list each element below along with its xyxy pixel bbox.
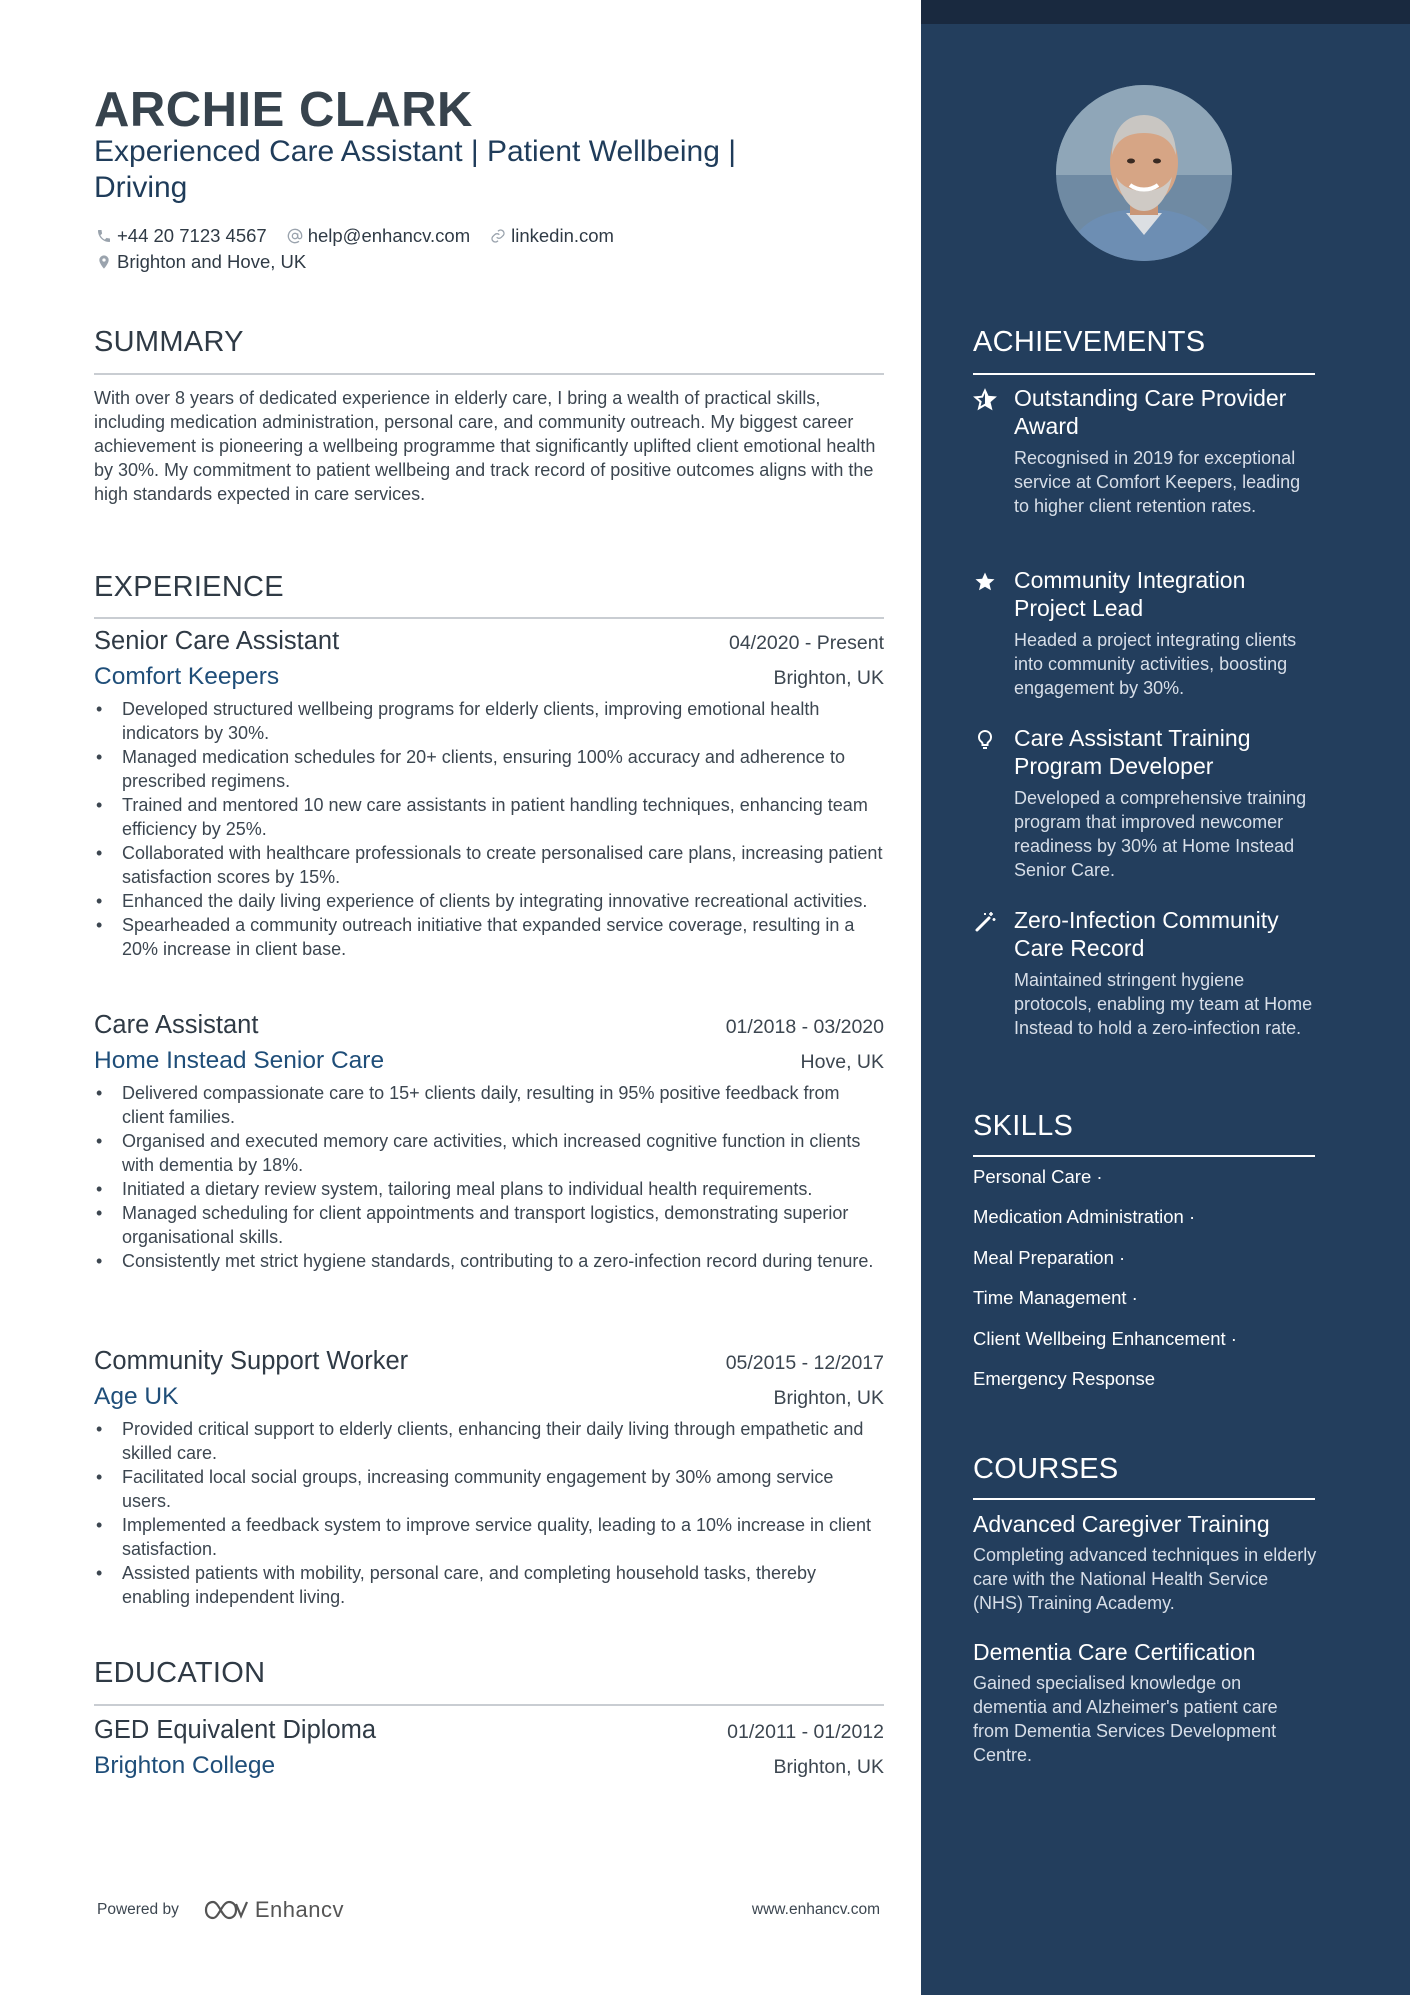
job-bullets [94,697,884,961]
link-icon [488,226,508,246]
bullet-item: • Organised and executed memory care activities, which increased cognitive function in clients with dementia by 18%. [94,1129,884,1177]
summary-heading: SUMMARY [94,326,244,358]
achievement-item [973,384,1318,518]
contact-info [94,223,884,275]
education-entry [94,1716,884,1780]
main-column [94,0,884,1995]
job-entry [94,1347,884,1609]
profile-photo-illustration [1056,85,1232,261]
job-bullets [94,1417,884,1609]
bullet-item: • Managed scheduling for client appointments and transport logistics, demonstrating superior organisational skills. [94,1201,884,1249]
link-text[interactable]: linkedin.com [511,225,614,246]
achievement-title: Care Assistant Training Program Developer [1014,725,1251,779]
lightbulb-icon [973,728,997,752]
skill-item: Medication Administration · [973,1206,1196,1228]
bullet-item: • Assisted patients with mobility, personal care, and completing household tasks, thereby enabling independent living. [94,1561,884,1609]
skill-item [973,1368,1315,1408]
link-contact[interactable] [488,225,614,247]
achievement-desc: Developed a comprehensive training program that improved newcomer readiness by 30% at Home Instead Senior Care. [1014,788,1307,880]
bullet-item: • Managed medication schedules for 20+ clients, ensuring 100% accuracy and adherence to prescribed regimens. [94,745,884,793]
bullet-item: • Initiated a dietary review system, tailoring meal plans to individual health requirements. [94,1177,884,1201]
bullet-item: • Spearheaded a community outreach initiative that expanded service coverage, resulting in a 20% increase in client base. [94,913,884,961]
courses-heading: COURSES [973,1453,1119,1485]
education-divider [94,1704,884,1706]
school-name: Brighton College [94,1752,276,1779]
job-dates: 04/2020 - Present [728,632,884,654]
powered-by-label: Powered by [97,1901,179,1918]
achievement-title: Outstanding Care Provider Award [1014,385,1287,439]
course-desc: Completing advanced techniques in elderly care with the National Health Service (NHS) Training Academy. [973,1545,1317,1613]
bullet-item: • Enhanced the daily living experience of clients by integrating innovative recreational activities. [94,889,884,913]
brand-name: Enhancv [254,1897,344,1922]
course-item [973,1638,1318,1767]
skill-item: Meal Preparation · [973,1246,1126,1268]
summary-text: With over 8 years of dedicated experience in elderly care, I bring a wealth of practical skills, including medication administration, personal care, and community outreach. My biggest career achievement is pioneering a wellbeing programme that significantly uplifted client emotional health by 30%. My commitment to patient wellbeing and track record of positive outcomes aligns with the high standards expected in care services. [94,388,876,504]
skill-label: Client Wellbeing Enhancement [973,1327,1226,1349]
website-link[interactable]: www.enhancv.com [751,1901,880,1918]
achievement-desc: Maintained stringent hygiene protocols, enabling my team at Home Instead to hold a zero-infection rate. [1014,970,1313,1038]
enhancv-logo-icon [203,1897,249,1923]
powered-by [94,1897,344,1923]
job-location: Hove, UK [800,1051,884,1073]
summary-divider [94,373,884,375]
candidate-name: ARCHIE CLARK [94,83,473,137]
location-contact [94,251,306,273]
achievement-item [973,906,1318,1040]
job-title: Senior Care Assistant [94,627,340,655]
location-pin-icon [94,252,114,272]
achievements-heading: ACHIEVEMENTS [973,326,1206,358]
sidebar [921,0,1410,1995]
at-icon [285,226,305,246]
bullet-item: • Facilitated local social groups, increasing community engagement by 30% among service users. [94,1465,884,1513]
achievement-title: Community Integration Project Lead [1014,567,1246,621]
company-name: Comfort Keepers [94,663,280,690]
bullet-item: • Implemented a feedback system to improve service quality, leading to a 10% increase in client satisfaction. [94,1513,884,1561]
achievement-desc: Recognised in 2019 for exceptional service at Comfort Keepers, leading to higher client retention rates. [1014,448,1301,516]
skill-label: Meal Preparation [973,1246,1114,1268]
bullet-item: • Consistently met strict hygiene standards, contributing to a zero-infection record during tenure. [94,1249,884,1273]
job-dates: 05/2015 - 12/2017 [725,1352,884,1374]
phone-contact [94,225,267,247]
company-name: Home Instead Senior Care [94,1047,385,1074]
achievement-item [973,724,1318,882]
skills-heading: SKILLS [973,1110,1074,1142]
course-title: Advanced Caregiver Training [973,1511,1270,1537]
achievement-item [973,566,1318,700]
company-name: Age UK [94,1383,179,1410]
email-contact[interactable] [285,225,470,247]
job-entry [94,627,884,961]
bullet-item: • Provided critical support to elderly clients, enhancing their daily living through empathetic and skilled care. [94,1417,884,1465]
experience-divider [94,617,884,619]
achievement-desc: Headed a project integrating clients into community activities, boosting engagement by 30%. [1014,630,1297,698]
job-location: Brighton, UK [773,1387,884,1409]
education-heading: EDUCATION [94,1657,266,1689]
course-title: Dementia Care Certification [973,1639,1256,1665]
skill-label: Emergency Response [973,1367,1156,1389]
job-location: Brighton, UK [773,667,884,689]
job-bullets [94,1081,884,1273]
skill-label: Medication Administration [973,1206,1184,1228]
courses-divider [973,1498,1315,1500]
enhancv-logo[interactable] [203,1897,344,1923]
sidebar-top-bar [921,0,1410,24]
skill-label: Time Management [973,1287,1127,1309]
bullet-item: • Developed structured wellbeing programs for elderly clients, improving emotional health indicators by 30%. [94,697,884,745]
star-outline-icon [973,388,997,412]
achievement-title: Zero-Infection Community Care Record [1014,907,1279,961]
email-text[interactable]: help@enhancv.com [307,225,471,246]
degree-title: GED Equivalent Diploma [94,1716,377,1744]
skill-label: Personal Care [973,1166,1092,1187]
bullet-item: • Collaborated with healthcare professionals to create personalised care plans, increasing patient satisfaction scores by 15%. [94,841,884,889]
job-title: Care Assistant [94,1011,259,1039]
skill-item: Personal Care · [973,1166,1103,1187]
achievements-divider [973,373,1315,375]
skill-item: Time Management · [973,1287,1138,1309]
job-dates: 01/2018 - 03/2020 [725,1016,884,1038]
education-location: Brighton, UK [773,1756,884,1778]
star-icon [973,570,997,594]
footer [94,1893,884,1927]
skill-item: Client Wellbeing Enhancement · [973,1327,1237,1349]
skills-list [973,1166,1315,1408]
course-desc: Gained specialised knowledge on dementia and Alzheimer's patient care from Dementia Services Development Centre. [973,1673,1278,1765]
headline: Experienced Care Assistant | Patient Wellbeing | Driving [94,135,737,204]
education-dates: 01/2011 - 01/2012 [727,1721,884,1743]
course-item [973,1510,1318,1615]
profile-photo [1056,85,1232,261]
skills-divider [973,1155,1315,1157]
phone-icon [94,226,114,246]
location-text: Brighton and Hove, UK [117,251,307,272]
phone-text: +44 20 7123 4567 [117,225,267,246]
bullet-item: • Trained and mentored 10 new care assistants in patient handling techniques, enhancing team efficiency by 25%. [94,793,884,841]
job-title: Community Support Worker [94,1347,409,1375]
job-entry [94,1011,884,1273]
bullet-item: • Delivered compassionate care to 15+ clients daily, resulting in 95% positive feedback from client families. [94,1081,884,1129]
experience-heading: EXPERIENCE [94,571,284,603]
magic-wand-icon [973,910,997,934]
